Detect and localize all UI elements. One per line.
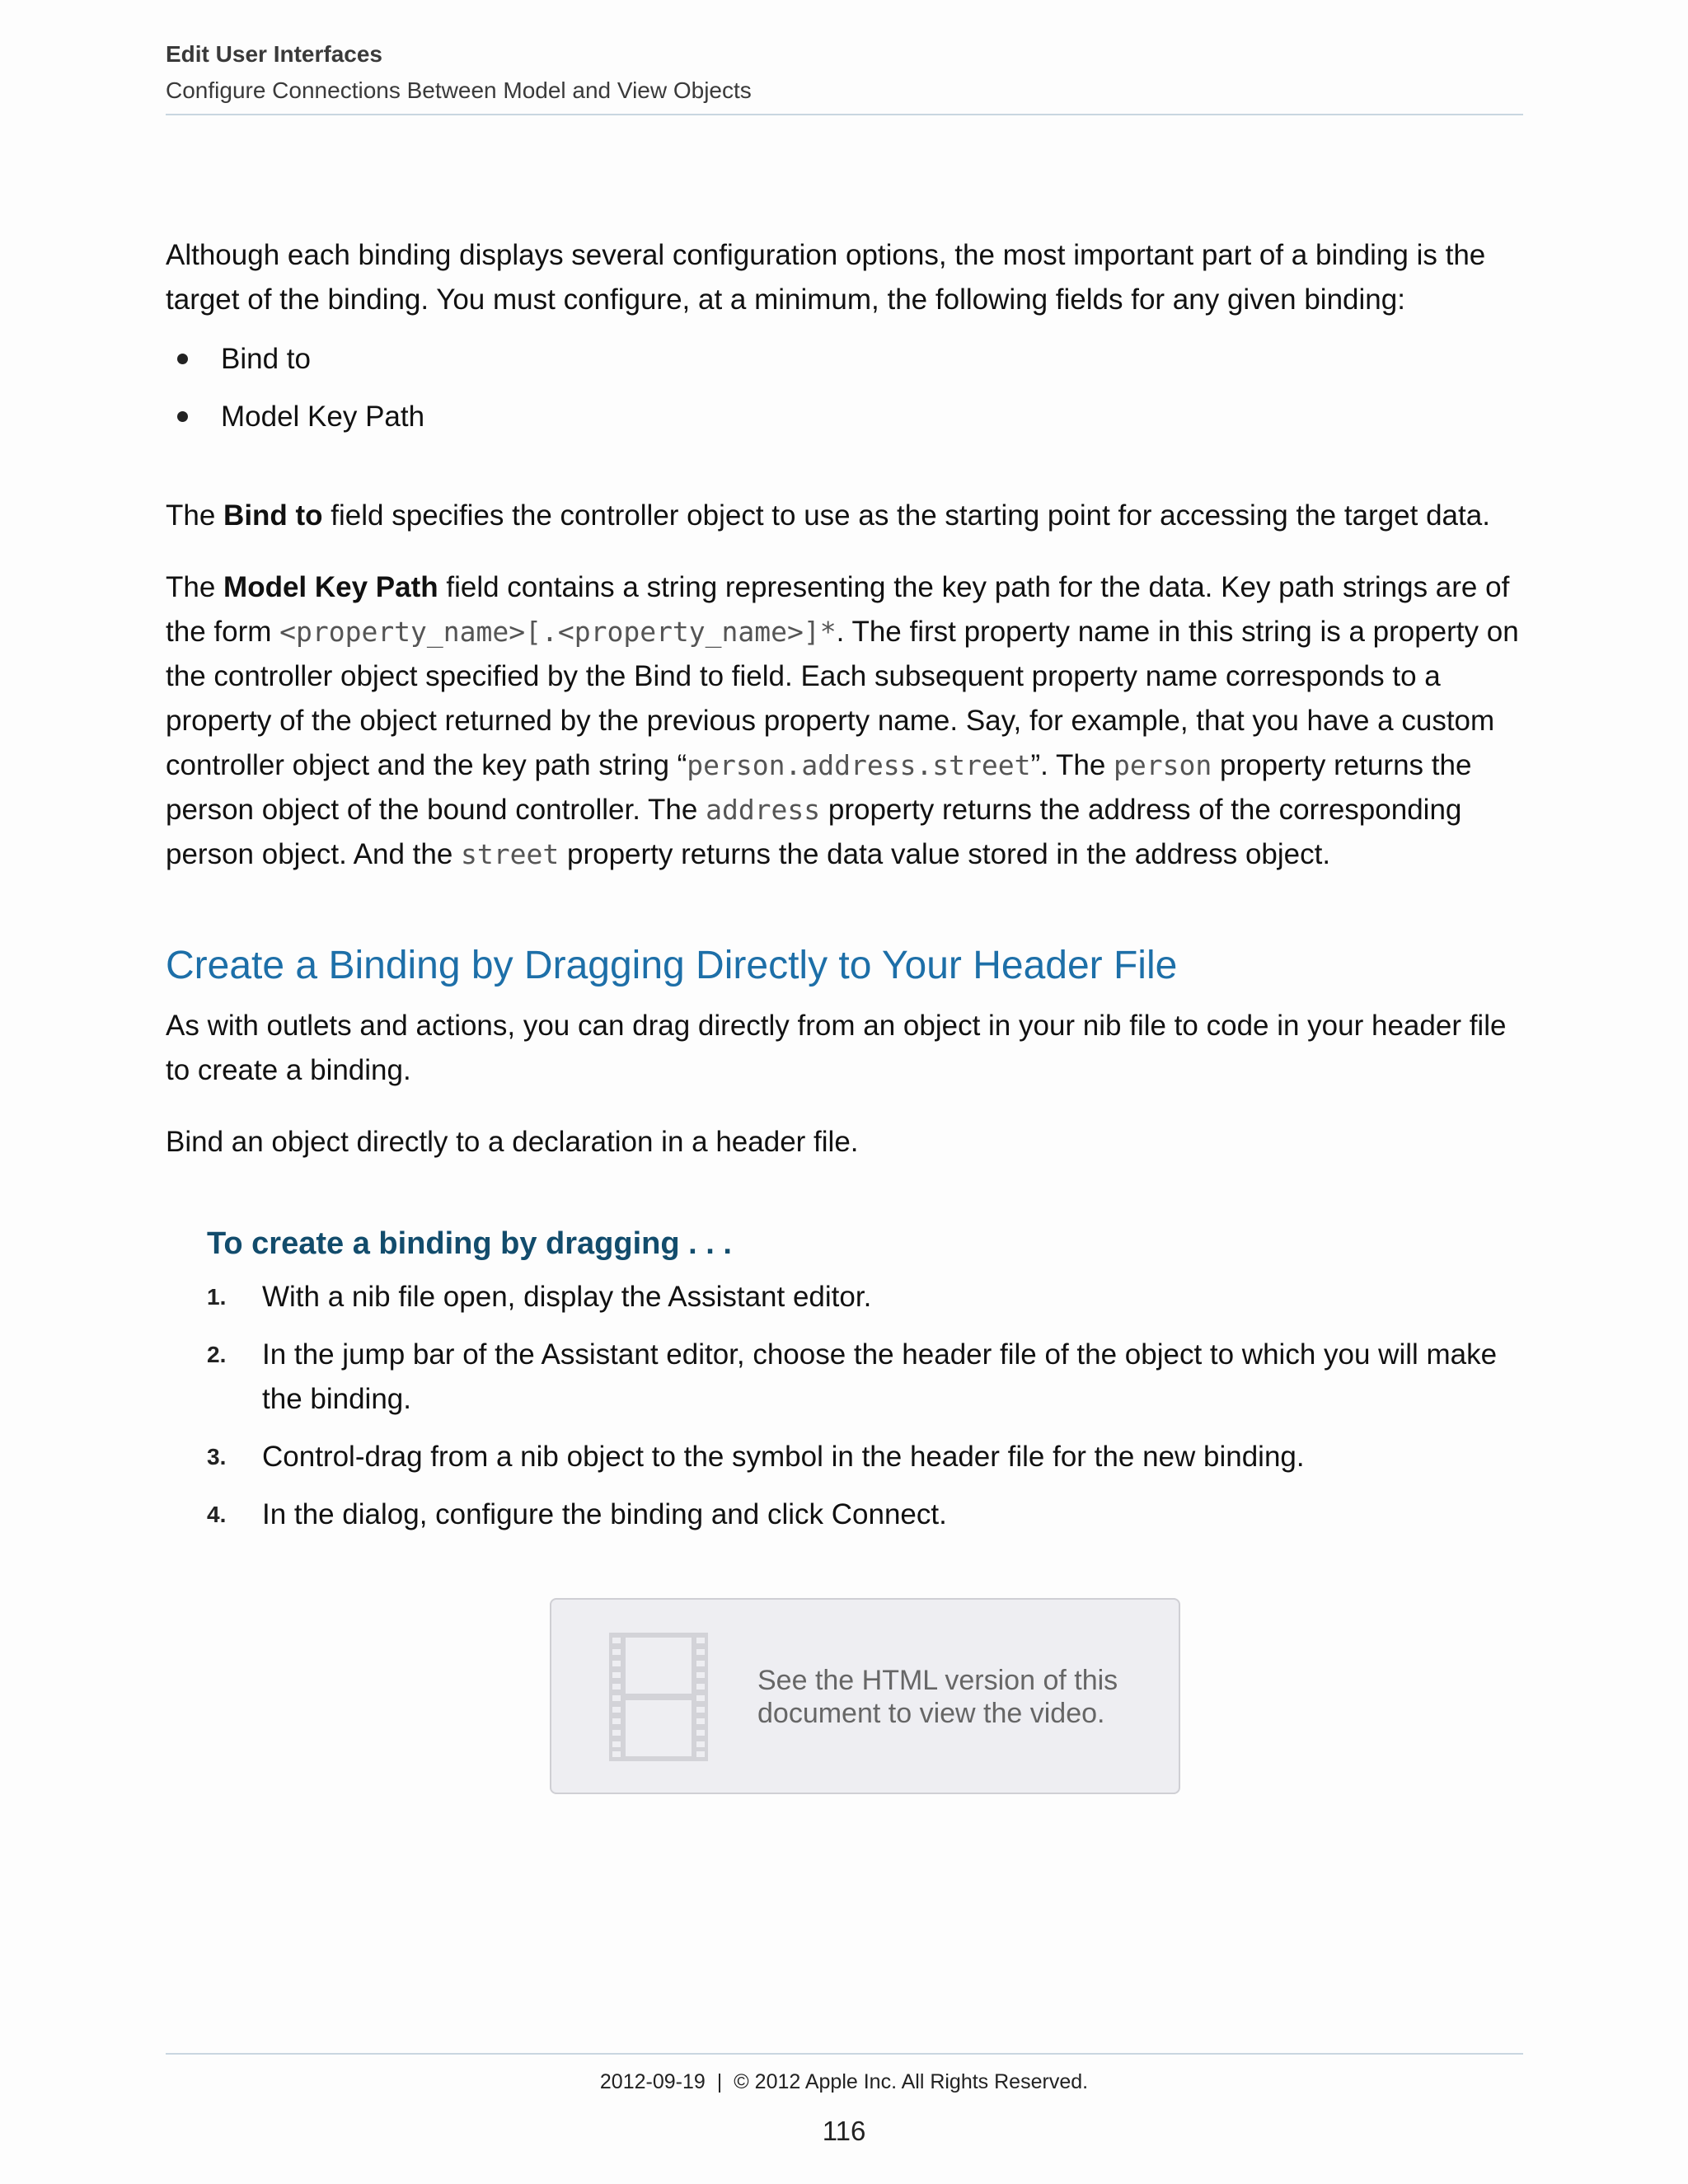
task-steps bbox=[207, 1275, 1523, 1550]
running-header bbox=[166, 38, 1523, 107]
list-item-label: Model Key Path bbox=[221, 401, 425, 433]
step-number: 3. bbox=[207, 1444, 227, 1469]
step-text: In the jump bar of the Assistant editor, choose the header file of the object to which you will make the binding. bbox=[262, 1338, 1498, 1415]
step-item bbox=[207, 1275, 1523, 1319]
footer-copyright: © 2012 Apple Inc. All Rights Reserved. bbox=[734, 2070, 1089, 2093]
step-item bbox=[207, 1333, 1523, 1422]
film-icon bbox=[609, 1633, 708, 1765]
bullet-icon bbox=[177, 354, 188, 364]
section-paragraph-1 bbox=[166, 1004, 1523, 1093]
video-placeholder[interactable] bbox=[550, 1598, 1180, 1794]
bind-to-text bbox=[166, 494, 1523, 538]
text-run: property returns the address of the corresponding person object. And the bbox=[166, 794, 1462, 870]
section-title: Configure Connections Between Model and View Objects bbox=[166, 77, 752, 103]
intro-paragraph bbox=[166, 233, 1523, 322]
task-heading: To create a binding by dragging . . . bbox=[207, 1226, 732, 1261]
step-number: 2. bbox=[207, 1342, 227, 1367]
list-item bbox=[166, 337, 1523, 395]
text-run: . The first property name in this string is a property on the controller object specified by the Bind to field. Each subsequent property name corresponds to a property of the object returned by the previous property name. Say, for example, that you have a custom controller object and the key path string “ bbox=[166, 616, 1519, 781]
term-bind-to: Bind to bbox=[223, 499, 323, 532]
list-item bbox=[166, 395, 1523, 452]
intro-text: Although each binding displays several configuration options, the most important part of a binding is the target of the binding. You must configure, at a minimum, the following fields for any given binding: bbox=[166, 239, 1486, 316]
step-text: In the dialog, configure the binding and click Connect. bbox=[262, 1498, 947, 1530]
text-run: field contains a string representing the key path for the data. Key path strings are of the form bbox=[166, 571, 1510, 648]
text-run: ”. The bbox=[1030, 749, 1114, 781]
page-footer bbox=[0, 2067, 1688, 2097]
required-fields-list bbox=[166, 337, 1523, 452]
footer-separator: | bbox=[716, 2070, 723, 2093]
step-number: 4. bbox=[207, 1502, 227, 1527]
code-key-path-example: person.address.street bbox=[687, 749, 1031, 781]
text-run: The bbox=[166, 499, 224, 532]
chapter-title: Edit User Interfaces bbox=[166, 41, 382, 67]
step-text: With a nib file open, display the Assistant editor. bbox=[262, 1281, 872, 1313]
text-run: field specifies the controller object to use as the starting point for accessing the target data. bbox=[322, 499, 1490, 532]
list-item-label: Bind to bbox=[221, 343, 311, 375]
section-text-1: As with outlets and actions, you can drag directly from an object in your nib file to code in your header file to create a binding. bbox=[166, 1010, 1507, 1086]
term-model-key-path: Model Key Path bbox=[223, 571, 438, 603]
footer-date: 2012-09-19 bbox=[599, 2070, 706, 2093]
code-key-path-form: <property_name>[.<property_name>]* bbox=[279, 616, 837, 648]
step-item bbox=[207, 1493, 1523, 1537]
text-run: property returns the person object of the bound controller. The bbox=[166, 749, 1472, 826]
text-run: property returns the data value stored in the address object. bbox=[559, 838, 1331, 870]
section-text-2: Bind an object directly to a declaration in a header file. bbox=[166, 1126, 859, 1158]
model-key-path-paragraph bbox=[166, 565, 1523, 877]
video-placeholder-text: See the HTML version of this document to view the video. bbox=[757, 1665, 1118, 1729]
code-address: address bbox=[706, 794, 821, 826]
section-heading: Create a Binding by Dragging Directly to Your Header File bbox=[166, 944, 1178, 987]
section-paragraph-2 bbox=[166, 1120, 1523, 1165]
step-item bbox=[207, 1435, 1523, 1479]
model-key-path-text bbox=[166, 565, 1523, 877]
code-person: person bbox=[1114, 749, 1212, 781]
bullet-icon bbox=[177, 411, 188, 422]
bind-to-paragraph bbox=[166, 494, 1523, 538]
footer-rule bbox=[166, 2053, 1523, 2055]
step-text: Control-drag from a nib object to the symbol in the header file for the new binding. bbox=[262, 1441, 1305, 1473]
header-rule bbox=[166, 114, 1523, 115]
code-street: street bbox=[461, 838, 560, 870]
text-run: The bbox=[166, 571, 224, 603]
page-number: 116 bbox=[822, 2116, 866, 2146]
step-number: 1. bbox=[207, 1284, 227, 1310]
